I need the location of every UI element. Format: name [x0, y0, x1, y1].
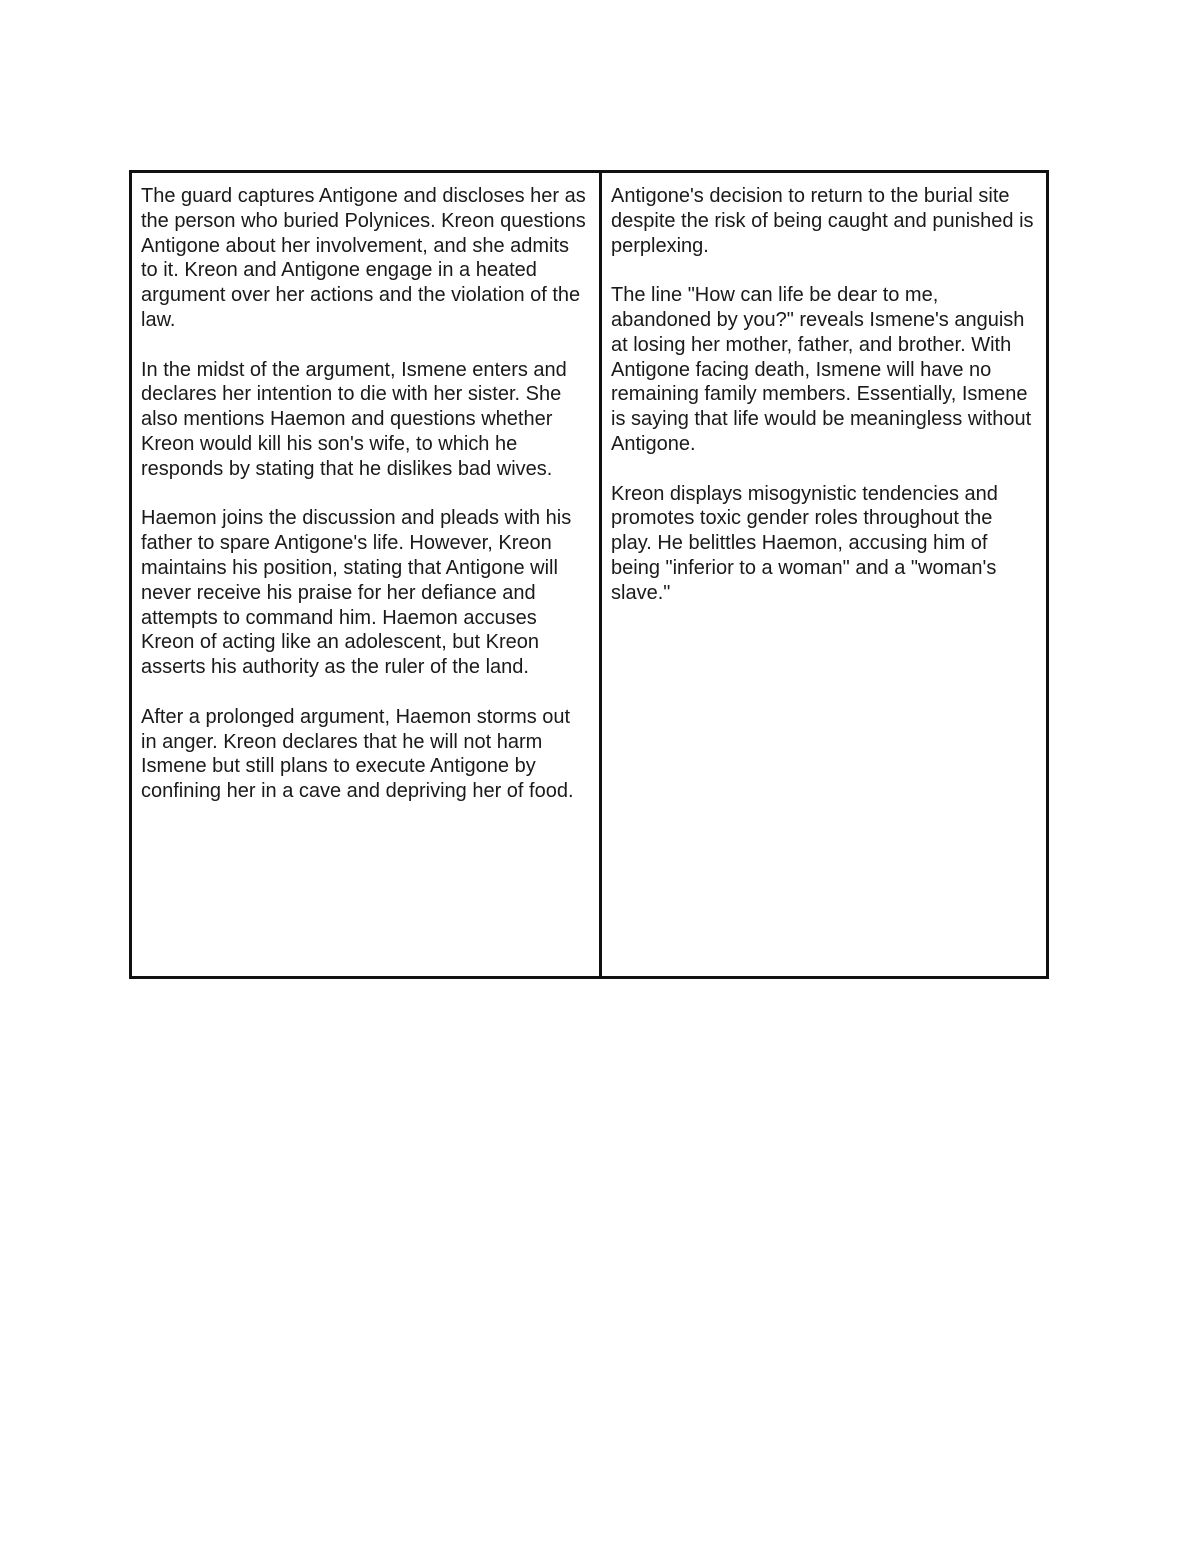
summary-cell	[132, 173, 602, 976]
analysis-paragraph: Antigone's decision to return to the burial site despite the risk of being caught and punished is perplexing.	[611, 185, 1034, 257]
analysis-paragraph: Kreon displays misogynistic tendencies and promotes toxic gender roles throughout the play. He belittles Haemon, accusing him of being "inferior to a woman" and a "woman's slave."	[611, 482, 998, 604]
summary-paragraph: Haemon joins the discussion and pleads with his father to spare Antigone's life. However, Kreon maintains his position, stating that Antigone will never receive his praise for her defiance and attempts to command him. Haemon accuses Kreon of acting like an adolescent, but Kreon asserts his authority as the ruler of the land.	[141, 507, 572, 679]
summary-paragraph: In the midst of the argument, Ismene enters and declares her intention to die with her sister. She also mentions Haemon and questions whether Kreon would kill his son's wife, to which he responds by stating that he dislikes bad wives.	[141, 358, 567, 480]
analysis-cell	[602, 173, 1046, 976]
summary-paragraph: After a prolonged argument, Haemon storms out in anger. Kreon declares that he will not harm Ismene but still plans to execute Antigone by confining her in a cave and depriving her of food.	[141, 705, 574, 803]
summary-paragraph: The guard captures Antigone and discloses her as the person who buried Polynices. Kreon questions Antigone about her involvement, and she admits to it. Kreon and Antigone engage in a heated argument over her actions and the violation of the law.	[141, 185, 586, 331]
analysis-paragraph: The line "How can life be dear to me, abandoned by you?" reveals Ismene's anguish at losing her mother, father, and brother. With Antigone facing death, Ismene will have no remaining family members. Essentially, Ismene is saying that life would be meaningless without Antigone.	[611, 284, 1032, 455]
notes-table	[129, 170, 1049, 979]
